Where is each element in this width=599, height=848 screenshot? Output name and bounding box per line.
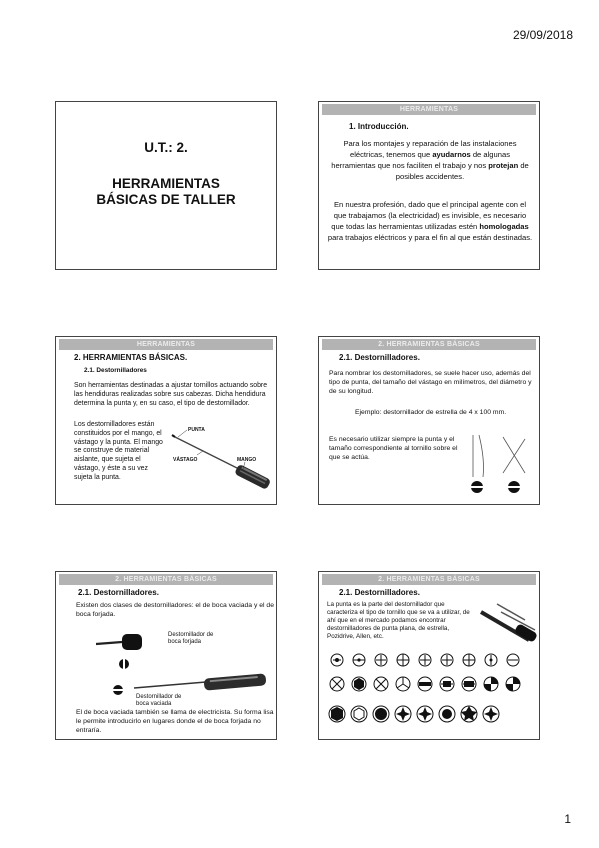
hollow-screwdriver-icon (134, 673, 266, 690)
slide-title (55, 101, 277, 270)
paragraph: En nuestra profesión, dado que el principal agente con el que trabajamos (la electricidad) es invisible, es necesario que todas las herramientas utilizadas estén homologadas para trabajos eléctricos y para el fin al que están destinadas. (327, 200, 533, 242)
label-boca-vaciada: Destornillador de boca vaciada (136, 694, 182, 706)
forged-screwdriver-icon (96, 634, 142, 650)
tip (172, 435, 175, 437)
slide-heading: 2.1. Destornilladores. (78, 588, 159, 597)
paragraph: Existen dos clases de destornilladores: el de boca vaciada y el de boca forjada. (76, 602, 274, 618)
paragraph: Los destornilladores están constituidos por el mango, el vástago y la punta. El mango se construye de material aislante, que sujeta el vástago, y éste a su vez sujeta la punta. (74, 421, 163, 481)
slide-header-bar: 2. HERRAMIENTAS BÁSICAS (59, 574, 273, 585)
header-date: 29/09/2018 (512, 28, 573, 42)
page-number: 1 (564, 812, 571, 826)
slide-destornilladores-2 (55, 571, 277, 740)
paragraph: Son herramientas destinadas a ajustar tornillos actuando sobre las hendiduras realizadas sobre sus cabezas. Dicha hendidura determina la punta y, en su caso, el tipo de destornillador. (74, 382, 268, 407)
slide-title-subtitle (56, 176, 276, 209)
label-boca-forjada: Destornillador de boca forjada (168, 632, 214, 645)
subtitle-line-2: BÁSICAS DE TALLER (96, 192, 236, 208)
slide-header-bar: 2. HERRAMIENTAS BÁSICAS (322, 574, 536, 585)
slide-header-bar: HERRAMIENTAS (59, 339, 273, 350)
slide-herramientas-basicas (55, 336, 277, 505)
screwdriver-bits-icon (477, 600, 539, 648)
subtitle-line-1: HERRAMIENTAS (112, 176, 220, 191)
handle (234, 464, 271, 490)
screwdriver-types-diagram (96, 626, 266, 706)
paragraph: La punta es la parte del destornillador que caracteriza el tipo de tornillo que se va a utilizar, de ahí que en el mercado podamos encontrar destornilladores de punta plana, de estrella, Pozidrive, Allen, etc. (327, 601, 470, 641)
label-mango: MANGO (237, 457, 257, 463)
slide-subheading: 2.1. Destornilladores (84, 367, 147, 374)
paragraph: Para los montajes y reparación de las instalaciones eléctricas, tenemos que ayudarnos de algunas herramientas que nos faciliten el trabajo y nos protejan de posibles accidentes. (331, 139, 529, 181)
screwdriver-diagram (169, 425, 273, 501)
paragraph: Para nombrar los destornilladores, se suele hacer uso, además del tipo de punta, del tamaño del vástago en milímetros, del diámetro y de su longitud. (329, 370, 532, 395)
slide-header-bar: 2. HERRAMIENTAS BÁSICAS (322, 339, 536, 350)
label-vastago: VÁSTAGO (173, 457, 198, 463)
shaft (175, 437, 239, 469)
slide-introduccion (318, 101, 540, 270)
slide-heading: 2.1. Destornilladores. (339, 353, 420, 362)
screw-head-types-grid (325, 652, 537, 734)
paragraph: El de boca vaciada también se llama de electricista. Su forma lisa le permite introducirlo en lugares donde el de boca forjada no entraría. (76, 709, 274, 734)
example-text: Ejemplo: destornillador de estrella de 4 x 100 mm. (355, 409, 507, 416)
label-punta: PUNTA (188, 427, 205, 433)
paragraph: Es necesario utilizar siempre la punta y el tamaño correspondiente al tornillo sobre el que se actúa. (329, 436, 458, 461)
slide-heading: 2.1. Destornilladores. (339, 588, 420, 597)
slide-heading: 1. Introducción. (349, 122, 409, 131)
slide-title-heading: U.T.: 2. (144, 140, 188, 155)
tip-fit-diagram (459, 433, 535, 499)
slide-heading: 2. HERRAMIENTAS BÁSICAS. (74, 353, 188, 362)
slide-header-bar: HERRAMIENTAS (322, 104, 536, 115)
slide-destornilladores-1 (318, 336, 540, 505)
slide-destornilladores-3 (318, 571, 540, 740)
